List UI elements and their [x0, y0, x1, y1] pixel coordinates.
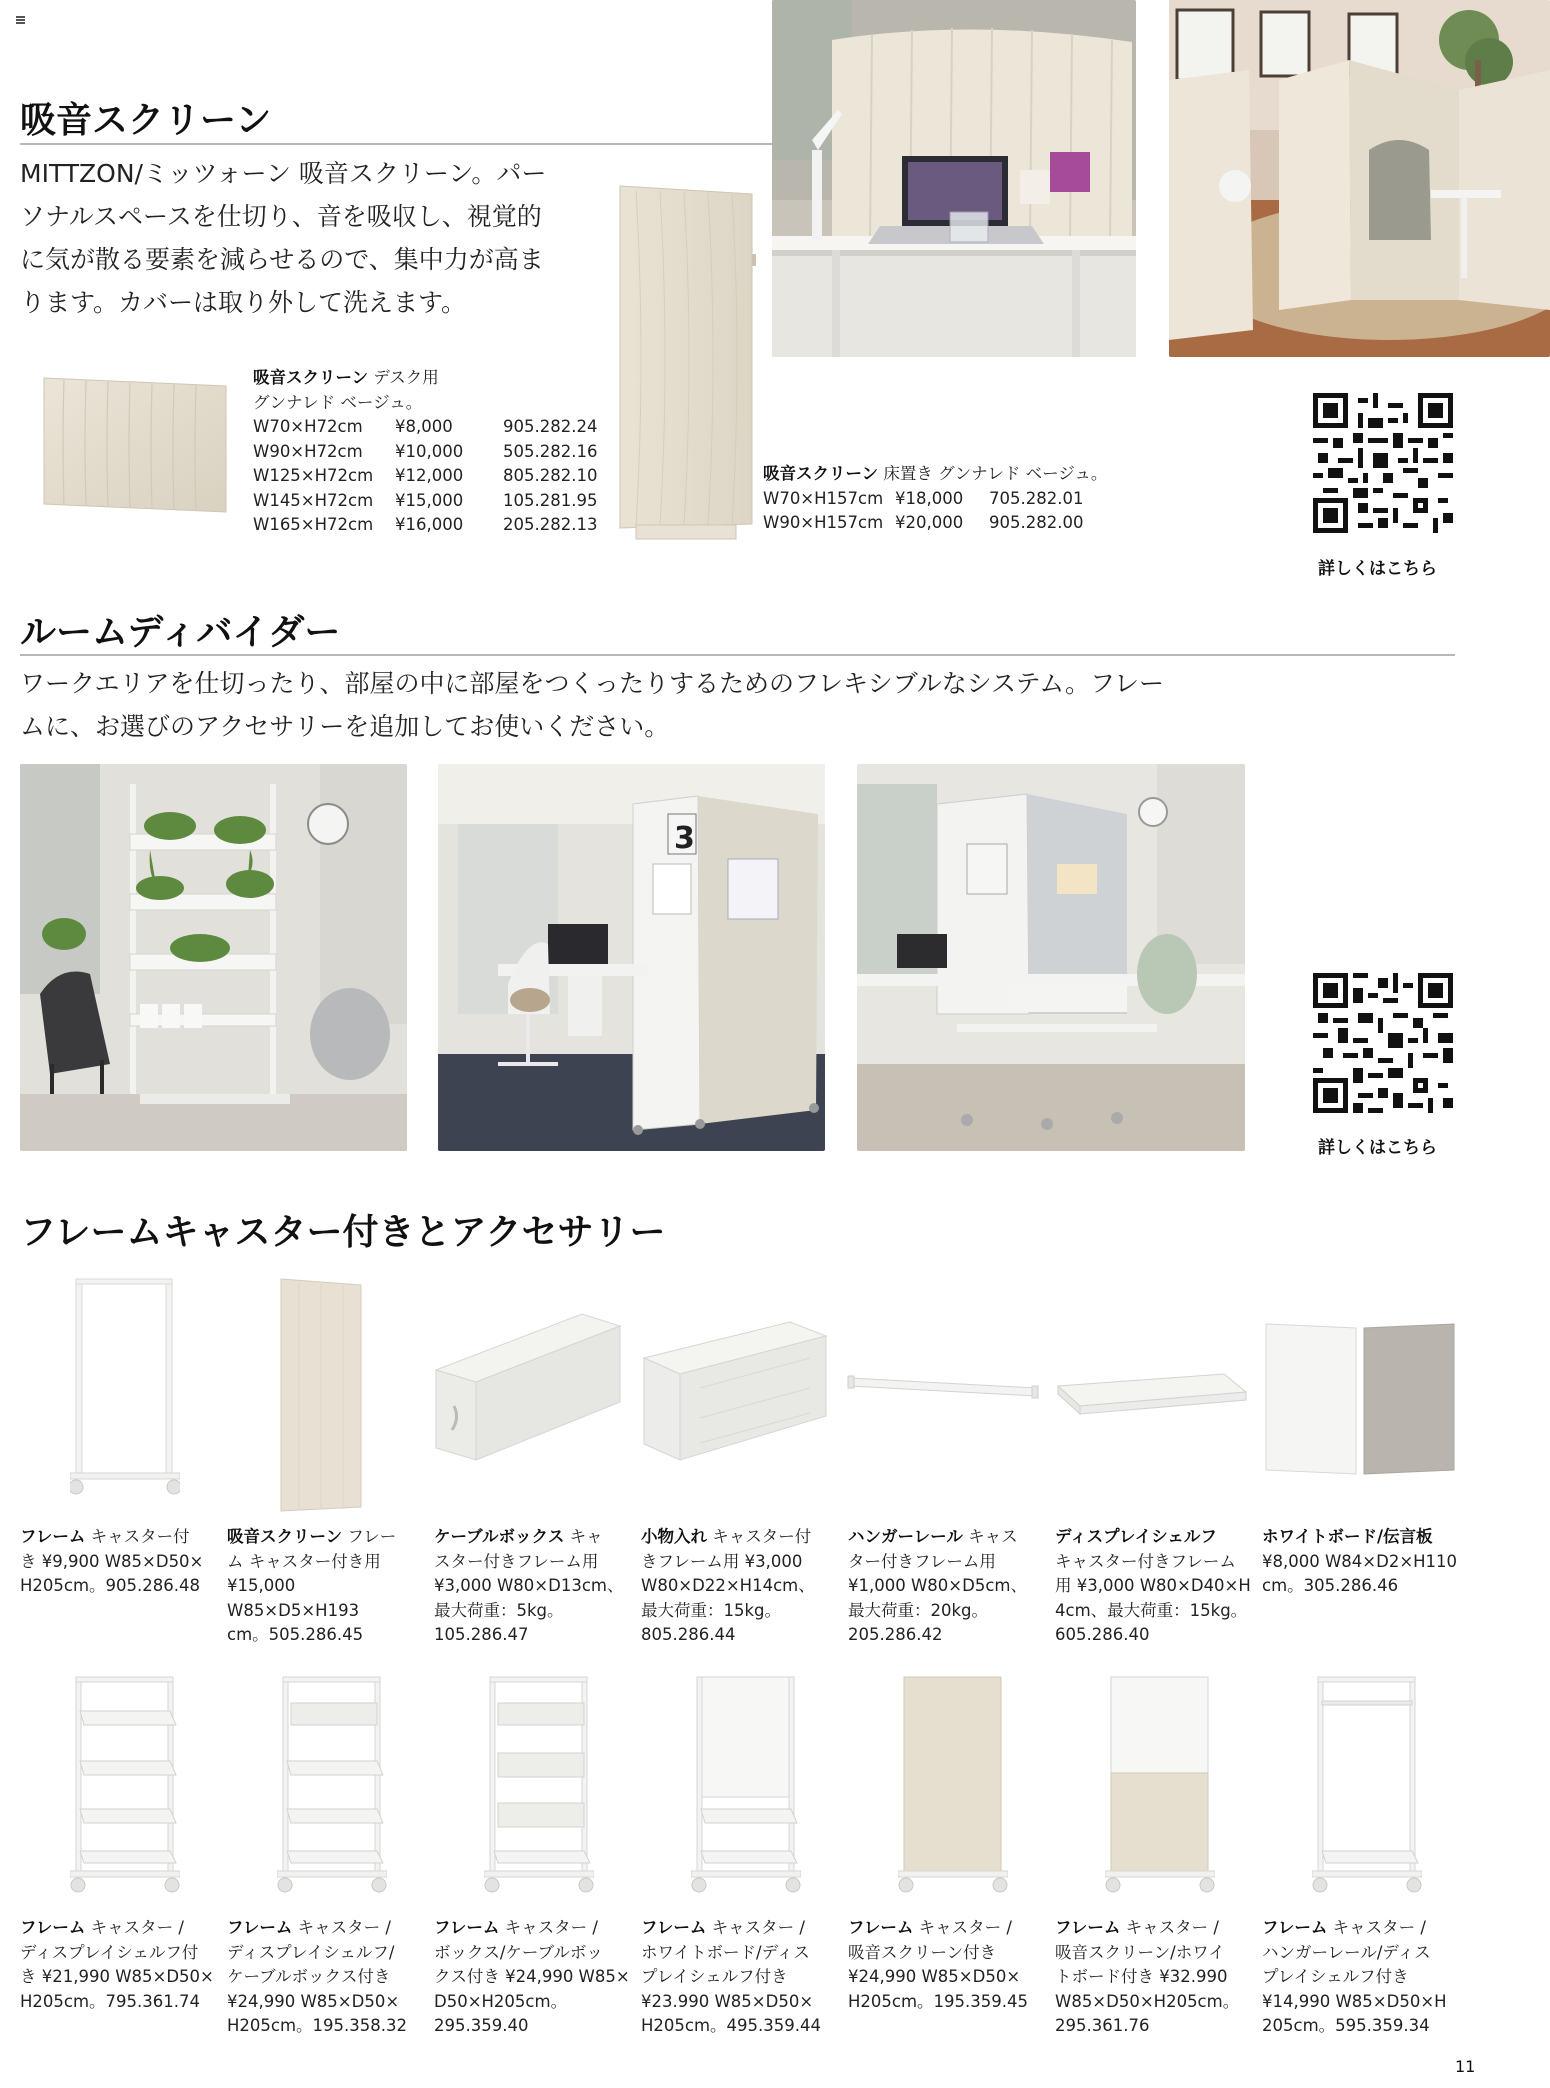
product-image-frame-shelf-cable — [277, 1675, 387, 1897]
spec-code: 205.282.13 — [503, 515, 598, 534]
section-divider — [20, 654, 1455, 656]
caption-line: H205cm。795.361.74 — [20, 1991, 201, 2011]
spec-price: ¥16,000 — [395, 515, 464, 534]
caption-line: 805.286.44 — [641, 1625, 736, 1644]
caption-line: トボード付き ¥32.990 — [1055, 1967, 1228, 1986]
intro-line: ムに、お選びのアクセサリーを追加してお使いください。 — [20, 712, 670, 741]
product-caption — [1262, 1916, 1462, 2039]
spec-size: W165×H72cm — [253, 515, 374, 534]
spec-row — [253, 464, 597, 489]
product-image-cable-box — [432, 1310, 624, 1470]
spec-suffix: デスク用 — [373, 368, 439, 387]
caption-line: 105.286.47 — [434, 1625, 529, 1644]
caption-line: キャスター / — [711, 1918, 805, 1937]
section-title-sound-screen: 吸音スクリーン — [20, 100, 272, 141]
intro-line: ソナルスペースを仕切り、音を吸収し、視覚的 — [20, 202, 542, 231]
spec-size: W125×H72cm — [253, 466, 374, 485]
product-name: フレーム — [848, 1918, 914, 1937]
product-caption — [848, 1916, 1048, 2014]
spec-price: ¥12,000 — [395, 466, 464, 485]
hamburger-icon[interactable] — [16, 16, 25, 24]
office-photo-desk-screen — [772, 0, 1136, 357]
spec-row — [253, 489, 597, 514]
product-caption — [20, 1525, 216, 1599]
product-name: ケーブルボックス — [434, 1527, 565, 1546]
spec-size: W90×H157cm — [763, 513, 884, 532]
qr-code-room-divider[interactable] — [1313, 973, 1453, 1113]
caption-line: キャスター / — [918, 1918, 1012, 1937]
product-caption — [641, 1916, 841, 2039]
caption-line: ¥14,990 W85×D50×H — [1262, 1991, 1447, 2011]
room-photo-plant-shelf — [20, 764, 407, 1151]
product-caption — [641, 1525, 837, 1648]
caption-line: W85×D50×H205cm。 — [1055, 1991, 1240, 2011]
spec-price: ¥15,000 — [395, 490, 464, 510]
caption-line: H205cm。195.358.32 — [227, 2016, 408, 2035]
spec-code: 505.282.16 — [503, 441, 598, 461]
product-caption — [1055, 1525, 1255, 1648]
product-image-frame-hanger-shelf — [1312, 1675, 1422, 1897]
desk-screen-image — [40, 372, 230, 516]
product-name: フレーム — [641, 1918, 707, 1937]
spec-row — [253, 415, 597, 440]
product-caption — [1055, 1916, 1255, 2039]
spec-code: 905.282.00 — [989, 513, 1084, 532]
caption-line: ハンガーレール/ディス — [1262, 1942, 1431, 1962]
qr-label[interactable]: 詳しくはこちら — [1318, 559, 1437, 579]
caption-line: キャ — [569, 1527, 603, 1546]
caption-line: きフレーム用 ¥3,000 — [641, 1551, 803, 1571]
caption-line: ディスプレイシェルフ/ — [227, 1942, 395, 1962]
product-image-storage-box — [640, 1318, 830, 1468]
spec-row — [253, 440, 597, 465]
product-image-frame-whiteboard — [691, 1675, 801, 1897]
product-name: ディスプレイシェルフ — [1055, 1527, 1217, 1546]
caption-line: 最大荷重：20kg。 — [848, 1600, 989, 1620]
caption-line: D50×H205cm。 — [434, 1991, 568, 2011]
caption-line: ホワイトボード/ディス — [641, 1942, 810, 1962]
caption-line: プレイシェルフ付き — [1262, 1967, 1409, 1986]
board-number: 3 — [674, 821, 695, 856]
intro-line: に気が散る要素を減らせるので、集中力が高ま — [20, 245, 544, 274]
spec-code: 905.282.24 — [503, 417, 598, 436]
section-title-room-divider: ルームディバイダー — [20, 612, 341, 653]
product-image-frame-boxes — [484, 1675, 594, 1897]
caption-line: 吸音スクリーン付き — [848, 1942, 997, 1962]
office-photo-lounge — [1169, 0, 1550, 357]
spec-code: 105.281.95 — [503, 490, 598, 510]
caption-line: ¥3,000 W80×D13cm、 — [434, 1576, 624, 1595]
product-caption — [227, 1916, 427, 2039]
caption-line: き ¥9,900 W85×D50× — [20, 1551, 204, 1571]
section-title-frame-accessories: フレームキャスター付きとアクセサリー — [20, 1212, 666, 1253]
intro-line: ります。カバーは取り外して洗えます。 — [20, 288, 467, 317]
caption-line: 4cm、最大荷重：15kg。 — [1055, 1600, 1248, 1620]
spec-code: 805.282.10 — [503, 466, 598, 485]
spec-name: 吸音スクリーン — [763, 464, 879, 483]
caption-line: ¥8,000 W84×D2×H110 — [1262, 1551, 1458, 1571]
product-name: 吸音スクリーン — [227, 1527, 343, 1546]
product-caption — [227, 1525, 423, 1648]
product-image-display-shelf — [1054, 1370, 1250, 1420]
product-caption — [848, 1525, 1044, 1648]
caption-line: プレイシェルフ付き — [641, 1967, 788, 1986]
caption-line: キャスター / — [504, 1918, 598, 1937]
product-image-sound-screen — [275, 1275, 367, 1515]
product-caption — [434, 1525, 630, 1648]
caption-line: き ¥21,990 W85×D50× — [20, 1967, 214, 1986]
product-image-frame-display-shelves — [70, 1675, 180, 1897]
caption-line: cm。305.286.46 — [1262, 1576, 1399, 1595]
spec-size: W70×H72cm — [253, 417, 363, 436]
caption-line: ター付きフレーム用 — [848, 1551, 996, 1571]
caption-line: cm。505.286.45 — [227, 1625, 364, 1644]
caption-line: ディスプレイシェルフ付 — [20, 1942, 199, 1962]
product-image-frame-sound-screen — [898, 1675, 1008, 1897]
caption-line: 605.286.40 — [1055, 1625, 1150, 1644]
caption-line: H205cm。905.286.48 — [20, 1576, 201, 1595]
spec-price: ¥18,000 — [895, 488, 964, 508]
caption-line: 最大荷重：15kg。 — [641, 1600, 782, 1620]
caption-line: ム キャスター付き用 — [227, 1551, 381, 1571]
section-intro — [20, 662, 1300, 748]
page-number: 11 — [1455, 2057, 1476, 2076]
caption-line: ¥1,000 W80×D5cm、 — [848, 1576, 1027, 1595]
caption-line: キャスター付 — [712, 1527, 812, 1546]
spec-color: グンナレド ベージュ。 — [253, 392, 423, 412]
caption-line: ボックス/ケーブルボッ — [434, 1942, 603, 1962]
qr-code-sound-screen[interactable] — [1313, 393, 1453, 533]
spec-price: ¥10,000 — [395, 441, 464, 461]
caption-line: キャス — [968, 1527, 1018, 1546]
product-name: フレーム — [1262, 1918, 1328, 1937]
caption-line: H205cm。495.359.44 — [641, 2016, 822, 2035]
floor-screen-spec — [763, 462, 1107, 536]
spec-size: W70×H157cm — [763, 488, 884, 508]
desk-screen-spec — [253, 366, 597, 538]
caption-line: 295.359.40 — [434, 2016, 529, 2035]
caption-line: 最大荷重：5kg。 — [434, 1600, 564, 1620]
section-divider — [20, 143, 790, 145]
caption-line: スター付きフレーム用 — [434, 1551, 599, 1571]
spec-row — [763, 487, 1107, 512]
intro-line: ワークエリアを仕切ったり、部屋の中に部屋をつくったりするためのフレキシブルなシステム。フレー — [20, 669, 1165, 698]
product-name: フレーム — [1055, 1918, 1121, 1937]
caption-line: キャスター付きフレーム — [1055, 1551, 1236, 1571]
caption-line: キャスター / — [90, 1918, 184, 1937]
product-name: 小物入れ — [641, 1527, 707, 1546]
product-caption — [20, 1916, 220, 2014]
intro-line: MITTZON/ミッツォーン 吸音スクリーン。パー — [20, 159, 547, 188]
spec-suffix: 床置き グンナレド ベージュ。 — [883, 464, 1108, 483]
caption-line: 205cm。595.359.34 — [1262, 2016, 1430, 2035]
caption-line: フレー — [347, 1527, 397, 1546]
product-image-whiteboard-pinboard — [1262, 1320, 1458, 1480]
caption-line: クス付き ¥24,990 W85× — [434, 1967, 630, 1986]
product-image-frame-screen-whiteboard — [1105, 1675, 1215, 1897]
caption-line: H205cm。195.359.45 — [848, 1991, 1029, 2011]
caption-line: ¥24,990 W85×D50× — [227, 1991, 400, 2011]
product-name: フレーム — [227, 1918, 293, 1937]
product-name: フレーム — [20, 1918, 86, 1937]
spec-size: W145×H72cm — [253, 490, 374, 510]
product-name: フレーム — [434, 1918, 500, 1937]
spec-row — [763, 511, 1107, 536]
room-photo-desks — [857, 764, 1245, 1151]
caption-line: キャスター / — [1125, 1918, 1219, 1937]
caption-line: ¥23.990 W85×D50× — [641, 1991, 814, 2011]
caption-line: ¥24,990 W85×D50× — [848, 1967, 1021, 1986]
section-intro — [20, 152, 600, 324]
product-name: ハンガーレール — [848, 1527, 963, 1546]
room-photo-boards — [438, 764, 825, 1151]
product-caption — [434, 1916, 634, 2039]
caption-line: 295.361.76 — [1055, 2016, 1150, 2035]
spec-price: ¥20,000 — [895, 513, 964, 532]
product-image-hanger-rail — [846, 1372, 1041, 1412]
qr-label[interactable]: 詳しくはこちら — [1318, 1138, 1437, 1158]
caption-line: W80×D22×H14cm、 — [641, 1576, 815, 1595]
spec-row — [253, 513, 597, 538]
caption-line: ケーブルボックス付き — [227, 1967, 391, 1986]
caption-line: キャスター / — [297, 1918, 391, 1937]
floor-screen-image — [616, 180, 766, 550]
caption-line: キャスター / — [1332, 1918, 1426, 1937]
spec-code: 705.282.01 — [989, 488, 1084, 508]
product-caption — [1262, 1525, 1462, 1599]
product-image-frame — [70, 1275, 180, 1497]
spec-size: W90×H72cm — [253, 441, 363, 461]
spec-name: 吸音スクリーン — [253, 368, 369, 387]
caption-line: 205.286.42 — [848, 1625, 943, 1644]
caption-line: 吸音スクリーン/ホワイ — [1055, 1942, 1225, 1962]
caption-line: ¥15,000 W85×D5×H193 — [227, 1576, 360, 1620]
product-name: ホワイトボード/伝言板 — [1262, 1527, 1433, 1546]
caption-line: 用 ¥3,000 W80×D40×H — [1055, 1576, 1251, 1595]
spec-price: ¥8,000 — [395, 417, 453, 436]
caption-line: キャスター付 — [90, 1527, 190, 1546]
product-name: フレーム — [20, 1527, 86, 1546]
